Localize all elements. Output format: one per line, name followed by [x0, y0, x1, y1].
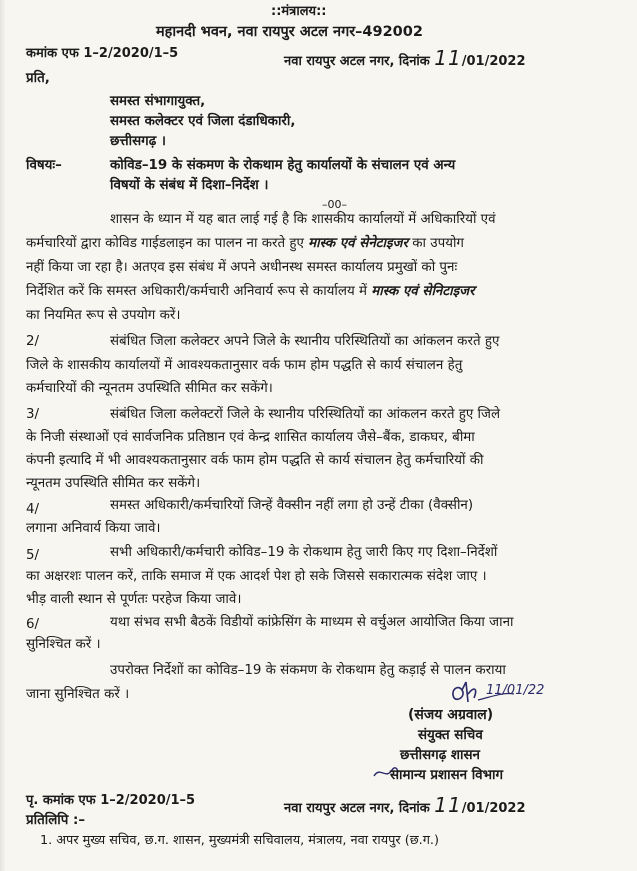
p1-line-2a: कर्मचारियों द्वारा कोविड गाईडलाइन का पालन ना करते हुए — [26, 236, 309, 251]
signatory-department: सामान्य प्रशासन विभाग — [390, 768, 504, 783]
p4-number: 4/ — [26, 502, 40, 517]
p2-line-3: कर्मचारियों की न्यूनतम उपस्थिति सीमित कर सकेंगे। — [26, 381, 273, 396]
signatory-name: (संजय अग्रवाल) — [408, 707, 494, 723]
p1-line-2c: का उपयोग — [407, 236, 464, 251]
copy-item-1: 1. अपर मुख्य सचिव, छ.ग. शासन, मुख्यमंत्री सचिवालय, मंत्रालय, नवा रायपुर (छ.ग.) — [40, 833, 439, 848]
reference-number: कमांक एफ 1–2/2020/1–5 — [26, 46, 179, 61]
addressee-line-2: समस्त कलेक्टर एवं जिला दंडाधिकारी, — [110, 114, 296, 129]
p1-emphasis-mask-sanitizer: मास्क एवं सेनेटाइजर — [308, 236, 408, 251]
p7-line-2: जाना सुनिश्चित करें । — [26, 687, 130, 702]
p7-line-1: उपरोक्त निर्देशों का कोविड–19 के संकमण के रोकथाम हेतु कड़ाई से पालन कराया — [110, 663, 506, 678]
subject-label: विषयः– — [26, 158, 62, 173]
p2-line-1: संबंधित जिला कलेक्टर अपने जिले के स्थानीय परिस्थितियों का आंकलन करते हुए — [110, 334, 500, 349]
p3-line-1: संबंधित जिला कलेक्टरों जिले के स्थानीय परिस्थितियों का आंकलन करते हुए जिले — [110, 407, 501, 422]
handwritten-date: 11/01/22 — [486, 683, 545, 698]
subject-separator: –00– — [322, 198, 347, 211]
endorsement-place-date-prefix: नवा रायपुर अटल नगर, दिनांक — [284, 801, 430, 816]
p6-line-2: सुनिश्चित करें । — [26, 637, 101, 652]
p2-number: 2/ — [26, 334, 40, 349]
copy-label: प्रतिलिपि :– — [26, 813, 86, 828]
p3-line-4: न्यूनतम उपस्थिति सीमित कर सकेंगे। — [26, 476, 201, 491]
endorsement-place-date — [284, 793, 526, 817]
page-edge-shadow — [0, 0, 6, 871]
subject-line-1: कोविड–19 के संकमण के रोकथाम हेतु कार्यालयों के संचालन एवं अन्य — [110, 158, 456, 173]
p1-line-5: का नियमित रूप से उपयोग करें। — [26, 308, 181, 323]
reference-place-date — [284, 46, 526, 70]
p1-line-4 — [26, 284, 475, 300]
reference-day-handwritten: 11 — [434, 46, 462, 70]
p1-line-1: शासन के ध्यान में यह बात लाई गई है कि शासकीय कार्यालयों में अधिकारियों एवं — [110, 212, 496, 227]
endorsement-month-year: /01/2022 — [461, 801, 526, 816]
p3-line-2: के निजी संस्थाओं एवं सार्वजनिक प्रतिष्ठान एवं केन्द्र शासित कार्यालय जैसे–बैंक, डाकघर, बीमा — [26, 430, 475, 445]
p2-line-2: जिले के शासकीय कार्यालयों में आवश्यकतानुसार वर्क फाम होम पद्धति से कार्य संचालन हेतु — [26, 358, 463, 373]
signatory-designation: संयुक्त सचिव — [418, 728, 483, 743]
endorsement-number: पृ. कमांक एफ 1–2/2020/1–5 — [26, 793, 196, 808]
p5-line-1: सभी अधिकारी/कर्मचारी कोविड–19 के रोकथाम हेतु जारी किए गए दिशा–निर्देशों — [110, 545, 498, 560]
p4-line-1: समस्त अधिकारी/कर्मचारियों जिन्हें वैक्सीन नहीं लगा हो उन्हें टीका (वैक्सीन) — [110, 498, 474, 513]
subject-line-2: विषयों के संबंध में दिशा–निर्देश । — [110, 178, 269, 193]
p1-emphasis-mask-sanitizer-2: मास्क एवं सेनिटाइजर — [371, 284, 475, 299]
reference-place-date-prefix: नवा रायपुर अटल नगर, दिनांक — [284, 54, 430, 69]
p5-line-3: भीड़ वाली स्थान से पूर्णतः परहेज किया जावे। — [26, 592, 242, 607]
p5-number: 5/ — [26, 548, 40, 563]
handwritten-signature — [444, 676, 554, 710]
p5-line-2: का अक्षरशः पालन करें, ताकि समाज में एक आदर्श पेश हो सके जिससे सकारात्मक संदेश जाए । — [26, 569, 487, 584]
p1-line-2 — [26, 236, 464, 252]
address-line: महानदी भवन, नवा रायपुर अटल नगर–492002 — [156, 24, 423, 40]
p1-line-3: नहीं किया जा रहा है। अतएव इस संबंध में अपने अधीनस्थ समस्त कार्यालय प्रमुखों को पुनः — [26, 260, 458, 275]
signatory-government: छत्तीसगढ़ शासन — [400, 748, 480, 763]
p6-line-1: यथा संभव सभी बैठकें विडीयों कांफ्रेसिंग के माध्यम से वर्चुअल आयोजित किया जाना — [110, 615, 514, 630]
addressee-line-1: समस्त संभागायुक्त, — [110, 94, 206, 109]
p6-number: 6/ — [26, 617, 40, 632]
endorsement-day-handwritten: 11 — [434, 793, 462, 817]
addressee-line-3: छत्तीसगढ़ । — [110, 134, 166, 149]
prati-label: प्रति, — [26, 71, 50, 86]
reference-month-year: /01/2022 — [461, 54, 526, 69]
p3-number: 3/ — [26, 407, 40, 422]
ministry-heading: ::मंत्रालय:: — [271, 4, 327, 19]
p4-line-2: लगाना अनिवार्य किया जावे। — [26, 521, 161, 536]
p1-line-4a: निर्देशित करें कि समस्त अधिकारी/कर्मचारी अनिवार्य रूप से कार्यालय में — [26, 284, 372, 299]
p3-line-3: कंपनी इत्यादि में भी आवश्यकतानुसार वर्क फाम होम पद्धति से कार्य संचालन हेतु कर्मचारियों की — [26, 453, 484, 468]
